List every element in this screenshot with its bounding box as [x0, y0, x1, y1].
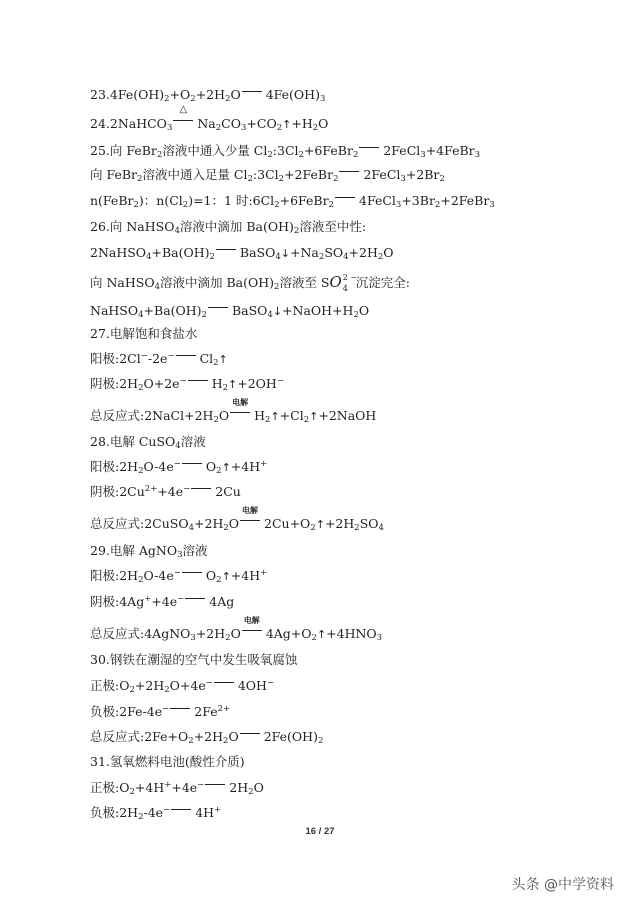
equals-sign [242, 87, 262, 97]
equation-26a: $2NaHSO_4+Ba(OH)_2$ $BaSO_4↓+Na_2SO_4+2H_2O$ [90, 245, 394, 262]
electrolysis-label: 电解 [232, 398, 249, 407]
gas-arrow-icon: ↑ [316, 628, 327, 641]
gas-arrow-icon: ↑ [309, 410, 319, 423]
heading-28: 28.电解 CuSO$_4$溶液 [90, 434, 206, 451]
equation-26b: $NaHSO_4+Ba(OH)_2$ $BaSO_4↓+NaOH+H_2O$ [90, 303, 370, 320]
equals-sign [359, 143, 379, 153]
heading-27: 27.电解饱和食盐水 [90, 326, 198, 341]
equation-31-negative: 负极$:2H_2-4e^-$ 4H+ [90, 805, 222, 822]
equals-sign [208, 303, 228, 313]
heading-26: 26.向 NaHSO$_4$溶液中滴加 $Ba(OH)_2$溶液至中性: [90, 219, 367, 236]
equation-25c: n(FeBr$_2$)：$n(Cl_2)=1$：1 时$:6Cl_2+6FeBr_2$ $4FeCl_3+3Br_2+2FeBr_3$ [90, 193, 495, 210]
equation-27-cathode: 阴极$:2H_2O+2e^-$ $H_2↑+2OH^-$ [90, 376, 284, 393]
equation-23: $23.4Fe(OH)_2+O_2+2H_2O$ $4Fe(OH)_3$ [90, 87, 326, 104]
equation-24: 24.2NaHCO$_3$ △ $Na_2CO_3+CO_2↑+H_2O$ [90, 104, 329, 133]
equation-28-total: 总反应式$:2CuSO_4+2H_2O$ 电解 $2Cu+O_2↑+2H_2SO_4$ [90, 506, 384, 533]
electrolysis-label: 电解 [243, 616, 260, 625]
equation-27-total: 总反应式$:2NaCl+2H_2O$ 电解 $H_2↑+Cl_2↑+2NaOH$ [90, 398, 377, 425]
equals-sign [188, 376, 208, 386]
equals-sign [335, 193, 355, 203]
precipitate-arrow-icon: ↓ [280, 247, 291, 260]
gas-arrow-icon: ↑ [218, 353, 228, 366]
equals-sign [170, 704, 190, 714]
sulfate-ion-scripts: 2 − 4 [342, 273, 358, 293]
equals-sign-electrolysis [230, 398, 250, 418]
equals-sign [171, 805, 191, 815]
equation-30-negative: 负极:2Fe-4e− $2Fe^{2+}$ [90, 704, 231, 719]
heading-31: 31.氢氧燃料电池(酸性介质) [90, 754, 245, 769]
heading-29: 29.电解 AgNO$_3$溶液 [90, 543, 208, 560]
gas-arrow-icon: ↑ [282, 118, 292, 131]
equals-sign-heat [173, 104, 193, 126]
watermark: 头条 @中学资料 [511, 877, 614, 893]
gas-arrow-icon: ↑ [228, 378, 238, 391]
equals-sign [182, 568, 202, 578]
equals-sign [240, 729, 260, 739]
precipitate-arrow-icon: ↓ [272, 305, 283, 318]
gas-arrow-icon: ↑ [221, 570, 231, 583]
equals-sign [182, 459, 202, 469]
equation-30-positive: 正极$:O_2+2H_2O+4e^-$ 4OH− [90, 678, 275, 695]
equation-29-anode: 阳极$:2H_2O-4e^-$ $O_2↑+4H^+$ [90, 568, 268, 585]
gas-arrow-icon: ↑ [315, 518, 325, 531]
equals-sign [339, 167, 359, 177]
electrolysis-label: 电解 [242, 506, 259, 515]
equals-sign [191, 484, 211, 494]
equation-28-cathode: 阴极$:2Cu^{2+}+4e^-$ 2Cu [90, 484, 241, 499]
heading-26b: 向 NaHSO$_4$溶液中滴加 $Ba(OH)_2$溶液至 SO 2 − 4 沉淀完全: [90, 273, 410, 293]
equation-30-total: 总反应式$:2Fe+O_2+2H_2O$ $2Fe(OH)_2$ [90, 729, 324, 746]
equation-29-cathode: 阴极:4Ag++4e− 4Ag [90, 594, 235, 609]
equals-sign-electrolysis [242, 616, 262, 636]
equation-25a: 25.向 FeBr$_2$溶液中通入少量 $Cl_2:3Cl_2+6FeBr_2$ 2FeCl$_3$+4FeBr$_3$ [90, 143, 481, 160]
gas-arrow-icon: ↑ [270, 410, 280, 423]
equals-sign [216, 245, 236, 255]
equation-27-anode: 阳极:2Cl−-2e− $Cl_2↑$ [90, 351, 228, 368]
equals-sign [205, 780, 225, 790]
equation-29-total: 总反应式$:4AgNO_3+2H_2O$ 电解 $4Ag+O_2↑+4HNO_3$ [90, 616, 383, 643]
page-number: 16 / 27 [305, 826, 335, 837]
equation-25b: 向 FeBr$_2$溶液中通入足量 $Cl_2:3Cl_2+2FeBr_2$ $2FeCl_3+2Br_2$ [90, 167, 445, 184]
equation-28-anode: 阳极$:2H_2O-4e^-$ $O_2↑+4H^+$ [90, 459, 268, 476]
heading-30: 30.钢铁在潮湿的空气中发生吸氧腐蚀 [90, 652, 298, 667]
heat-triangle-icon: △ [179, 104, 188, 115]
equals-sign [176, 351, 196, 361]
equals-sign-electrolysis [240, 506, 260, 526]
gas-arrow-icon: ↑ [221, 461, 231, 474]
equals-sign [214, 678, 234, 688]
equation-31-positive: 正极$:O_2+4H^++4e^-$ $2H_2O$ [90, 780, 264, 797]
equals-sign [185, 594, 205, 604]
